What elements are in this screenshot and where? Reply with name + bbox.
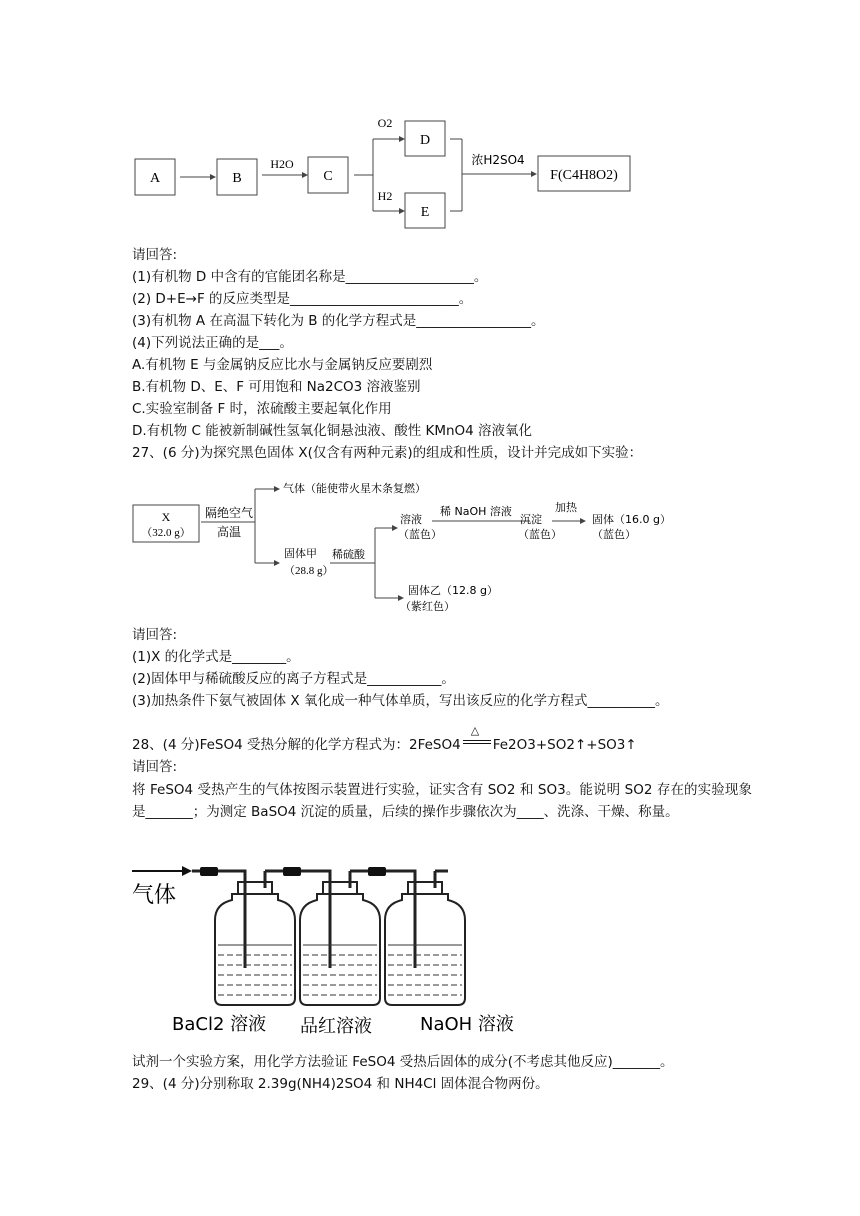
final-solid-color: （蓝色） (592, 528, 636, 541)
gas-label: 气体 (132, 883, 177, 908)
q27-question-2: (2)固体甲与稀硫酸反应的离子方程式是___________。 (132, 671, 455, 687)
q28-title (132, 724, 637, 755)
bottle3-label: NaOH 溶液 (420, 1014, 514, 1035)
q27-title: 27、(6 分)为探究黑色固体 X(仅含有两种元素)的组成和性质，设计并完成如下实验： (132, 445, 643, 461)
precipitate: 沉淀 (520, 513, 542, 526)
q28-prompt: 请回答: (132, 759, 178, 775)
label-h2o: H2O (270, 157, 294, 171)
q28-last-question: 试剂一个实验方案，用化学方法验证 FeSO4 受热后固体的成分(不考虑其他反应)_______。 (132, 1054, 674, 1070)
solid-b-color: （紫红色） (400, 600, 455, 613)
gas-product: 气体（能使带火星木条复燃） (283, 482, 426, 495)
organic-flow-diagram (0, 0, 860, 240)
box-f-label: F(C4H8O2) (550, 168, 618, 183)
solid-a-mass: （28.8 g） (284, 565, 334, 577)
bottle-bacl2 (215, 882, 295, 1005)
q28-title-right: Fe2O3+SO2↑+SO3↑ (492, 737, 637, 753)
q27-prompt: 请回答: (132, 627, 178, 643)
box-d-label: D (419, 133, 431, 148)
q26-option-a: A.有机物 E 与金属钠反应比水与金属钠反应要剧烈 (132, 357, 433, 373)
box-c-label: C (323, 169, 333, 184)
bottle1-label: BaCl2 溶液 (172, 1014, 267, 1035)
delta-symbol: △ (470, 724, 480, 737)
x-mass: （32.0 g） (141, 527, 191, 539)
label-o2: O2 (377, 116, 393, 130)
x-decomposition-flow (0, 465, 860, 625)
precipitate-color: （蓝色） (518, 528, 562, 541)
final-solid: 固体（16.0 g） (592, 513, 671, 526)
label-h2: H2 (377, 189, 393, 203)
q28-paragraph: 将 FeSO4 受热产生的气体按图示装置进行实验，证实含有 SO2 和 SO3。能说明 SO2 存在的实验现象是_______；为测定 BaSO4 沉淀的质量，后续的操作步骤依次为____、洗涤、干燥、称量。 (132, 782, 752, 820)
dilute-h2so4: 稀硫酸 (332, 548, 365, 561)
q28-title-left: 28、(4 分)FeSO4 受热分解的化学方程式为：2FeSO4 (132, 737, 461, 753)
box-a-label: A (149, 171, 161, 186)
solid-b: 固体乙（12.8 g） (408, 584, 498, 597)
q26-option-c: C.实验室制备 F 时，浓硫酸主要起氧化作用 (132, 401, 392, 417)
q26-question-2: (2) D+E→F 的反应类型是_________________________。 (132, 291, 473, 307)
label-conc-h2so4: 浓H2SO4 (471, 153, 525, 167)
solution-color: （蓝色） (398, 528, 442, 541)
bottle-naoh (385, 882, 465, 1005)
heat-label: 加热 (555, 501, 577, 514)
cond-high-temp: 高温 (216, 525, 242, 539)
q26-prompt: 请回答: (132, 247, 178, 263)
apparatus-diagram (0, 850, 860, 1050)
q26-option-b: B.有机物 D、E、F 可用饱和 Na2CO3 溶液鉴别 (132, 379, 421, 395)
dilute-naoh: 稀 NaOH 溶液 (440, 505, 512, 518)
cond-no-air: 隔绝空气 (204, 506, 254, 520)
solid-a: 固体甲 (284, 547, 317, 560)
box-b-label: B (232, 171, 242, 186)
equation-sign (461, 724, 493, 755)
q26-question-4: (4)下列说法正确的是___。 (132, 335, 293, 351)
q27-question-1: (1)X 的化学式是________。 (132, 649, 300, 665)
q29-title: 29、(4 分)分别称取 2.39g(NH4)2SO4 和 NH4Cl 固体混合物两份。 (132, 1076, 549, 1092)
box-e-label: E (420, 205, 430, 220)
solution: 溶液 (400, 513, 422, 526)
q26-question-3: (3)有机物 A 在高温下转化为 B 的化学方程式是_________________。 (132, 313, 545, 329)
q26-option-d: D.有机物 C 能被新制碱性氢氧化铜悬浊液、酸性 KMnO4 溶液氧化 (132, 423, 533, 439)
q26-question-1: (1)有机物 D 中含有的官能团名称是___________________。 (132, 269, 488, 285)
x-label: X (161, 510, 171, 524)
bottle-pinhong (300, 882, 380, 1005)
q27-question-3: (3)加热条件下氨气被固体 X 氧化成一种气体单质，写出该反应的化学方程式__________。 (132, 693, 669, 709)
bottle2-label: 品红溶液 (300, 1016, 372, 1037)
